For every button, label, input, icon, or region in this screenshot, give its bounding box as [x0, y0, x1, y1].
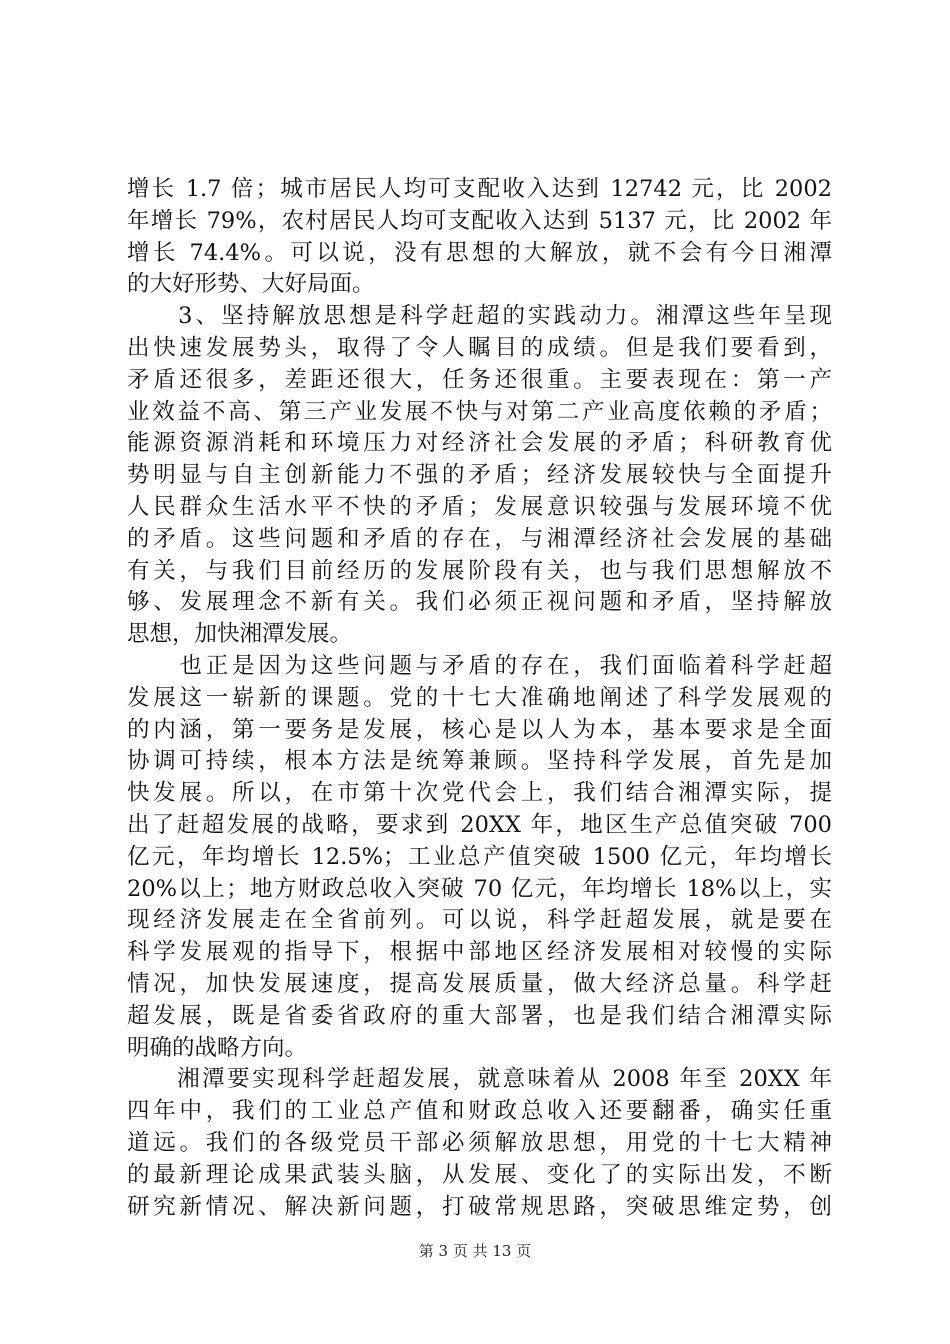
text-line: 快发展。所以，在市第十次党代会上，我们结合湘潭实际，提: [127, 780, 832, 807]
text-line: 能源资源消耗和环境压力对经济社会发展的矛盾；科研教育优: [127, 430, 832, 457]
text-line: 协调可持续，根本方法是统筹兼顾。坚持科学发展，首先是加: [127, 748, 832, 775]
page-footer: 第 3 页 共 13 页: [418, 1242, 532, 1260]
text-line: 也正是因为这些问题与矛盾的存在，我们面临着科学赶超: [127, 652, 832, 679]
text-line: 发展这一崭新的课题。党的十七大准确地阐述了科学发展观的: [127, 684, 832, 711]
text-line: 研究新情况、解决新问题，打破常规思路，突破思维定势，创: [127, 1193, 832, 1220]
body-text: [127, 174, 832, 1223]
text-line: 矛盾还很多，差距还很大，任务还很重。主要表现在：第一产: [127, 366, 832, 393]
text-line: 的大好形势、大好局面。: [127, 271, 375, 298]
text-line: 出快速发展势头，取得了令人瞩目的成绩。但是我们要看到，: [127, 334, 832, 361]
text-line: 够、发展理念不新有关。我们必须正视问题和矛盾，坚持解放: [127, 589, 832, 616]
text-line: 思想，加快湘潭发展。: [127, 621, 353, 648]
text-line: 人民群众生活水平不快的矛盾；发展意识较强与发展环境不优: [127, 493, 832, 520]
text-line: 亿元，年均增长 12.5%；工业总产值突破 1500 亿元，年均增长: [127, 843, 832, 870]
text-line: 的内涵，第一要务是发展，核心是以人为本，基本要求是全面: [127, 716, 832, 743]
text-line: 增长 1.7 倍；城市居民人均可支配收入达到 12742 元，比 2002: [127, 176, 832, 202]
text-line: 的最新理论成果武装头脑，从发展、变化了的实际出发，不断: [127, 1161, 832, 1188]
text-line: 业效益不高、第三产业发展不快与对第二产业高度依赖的矛盾；: [127, 398, 832, 425]
text-line: 3、坚持解放思想是科学赶超的实践动力。湘潭这些年呈现: [127, 303, 832, 330]
text-line: 明确的战略方向。: [127, 1034, 308, 1061]
text-line: 四年中，我们的工业总产值和财政总收入还要翻番，确实任重: [127, 1098, 832, 1125]
text-line: 出了赶超发展的战略，要求到 20XX 年，地区生产总值突破 700: [127, 811, 832, 838]
text-line: 20%以上；地方财政总收入突破 70 亿元，年均增长 18%以上，实: [127, 875, 832, 902]
text-line: 势明显与自主创新能力不强的矛盾；经济发展较快与全面提升: [127, 462, 832, 489]
text-line: 科学发展观的指导下，根据中部地区经济发展相对较慢的实际: [127, 939, 832, 966]
text-line: 道远。我们的各级党员干部必须解放思想，用党的十七大精神: [127, 1129, 832, 1156]
text-line: 超发展，既是省委省政府的重大部署，也是我们结合湘潭实际: [127, 1002, 832, 1029]
text-line: 有关，与我们目前经历的发展阶段有关，也与我们思想解放不: [127, 557, 832, 584]
text-line: 情况，加快发展速度，提高发展质量，做大经济总量。科学赶: [127, 970, 832, 997]
text-line: 湘潭要实现科学赶超发展，就意味着从 2008 年至 20XX 年: [127, 1066, 832, 1093]
text-line: 现经济发展走在全省前列。可以说，科学赶超发展，就是要在: [127, 907, 832, 934]
text-line: 年增长 79%，农村居民人均可支配收入达到 5137 元，比 2002 年: [127, 207, 832, 234]
text-line: 的矛盾。这些问题和矛盾的存在，与湘潭经济社会发展的基础: [127, 525, 832, 552]
text-line: 增长 74.4%。可以说，没有思想的大解放，就不会有今日湘潭: [127, 239, 832, 266]
